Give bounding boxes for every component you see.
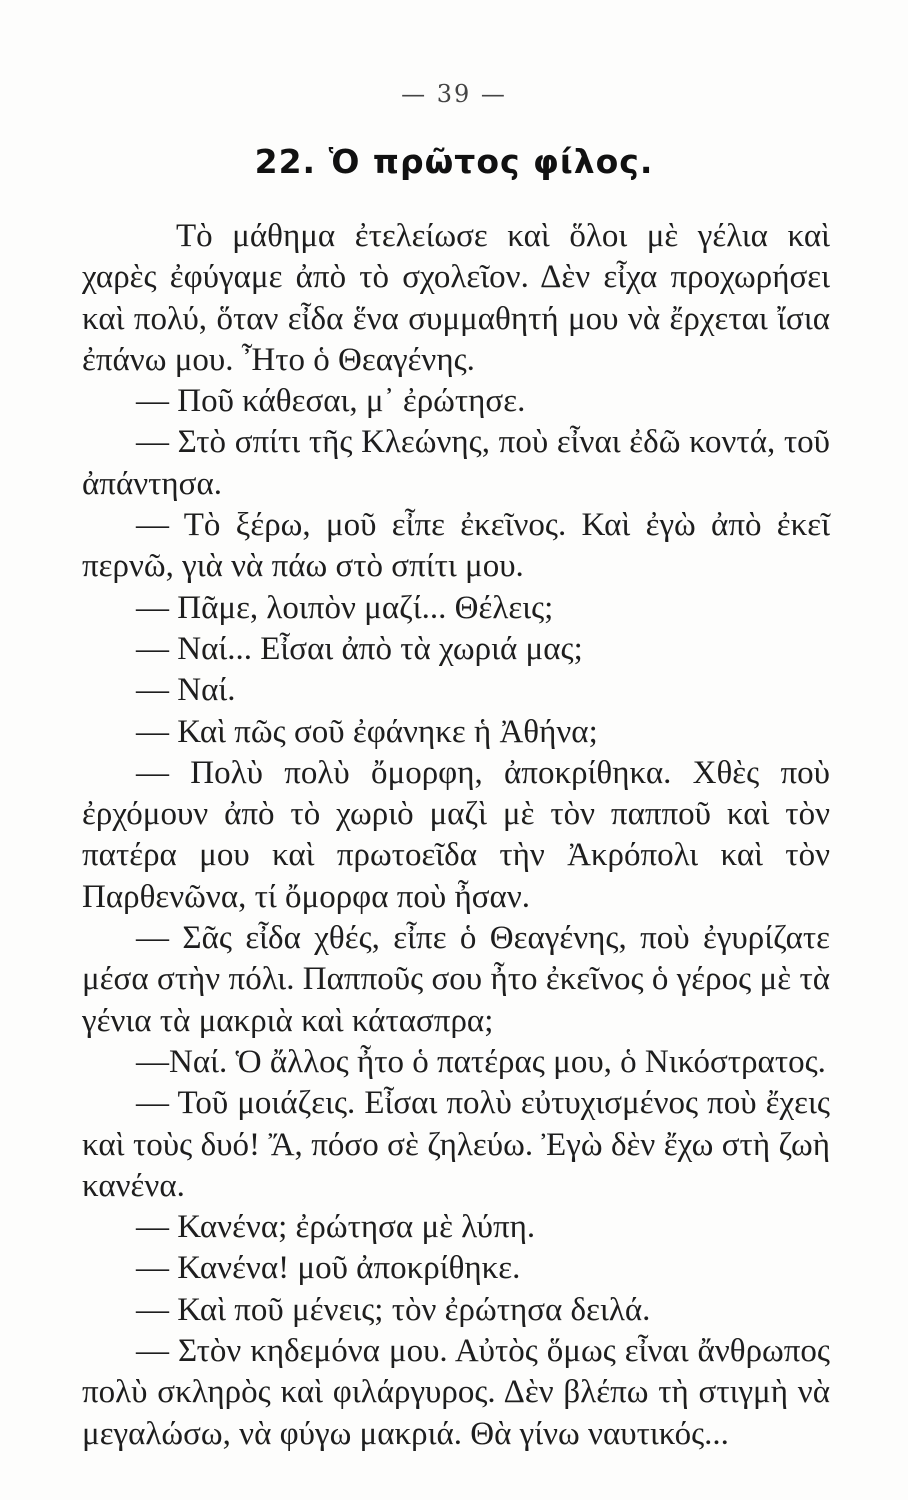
dialogue-line: — Ναί.: [136, 672, 236, 709]
dialogue-line: — Σᾶς εἶδα χθές, εἶπε ὁ Θεαγένης, ποὺ ἐγυρίζατε μέσα στὴν πόλι. Παπποῦς σου ἦτο ἐκεῖνος ὁ γέρος μὲ τὰ γένια τὰ μακριὰ καὶ κάτασπρα;: [82, 920, 830, 1039]
body-text: [82, 216, 830, 1455]
dialogue-line: — Ποῦ κάθεσαι, μ᾽ ἐρώτησε.: [136, 383, 526, 420]
dialogue-line: — Τοῦ μοιάζεις. Εἶσαι πολὺ εὐτυχισμένος ποὺ ἔχεις καὶ τοὺς δυό! Ἄ, πόσο σὲ ζηλεύω. Ἐγὼ δὲν ἔχω στὴ ζωὴ κανένα.: [82, 1085, 830, 1204]
chapter-heading: 22. Ὁ πρῶτος φίλος.: [254, 142, 654, 181]
dialogue-line: — Πᾶμε, λοιπὸν μαζί... Θέλεις;: [136, 589, 554, 626]
dialogue-line: — Κανένα! μοῦ ἀποκρίθηκε.: [136, 1250, 521, 1287]
dialogue-line: — Καὶ πῶς σοῦ ἐφάνηκε ἡ Ἀθήνα;: [136, 713, 598, 750]
dialogue-line: — Στὸν κηδεμόνα μου. Αὐτὸς ὅμως εἶναι ἄνθρωπος πολὺ σκληρὸς καὶ φιλάργυρος. Δὲν βλέπω τὴ στιγμὴ νὰ μεγαλώσω, νὰ φύγω μακριά. Θὰ γίνω ναυτικός...: [82, 1333, 830, 1452]
dialogue-line: — Κανένα; ἐρώτησα μὲ λύπη.: [136, 1209, 536, 1246]
dialogue-line: — Στὸ σπίτι τῆς Κλεώνης, ποὺ εἶναι ἐδῶ κοντά, τοῦ ἀπάντησα.: [82, 424, 830, 502]
dialogue-line: — Καὶ ποῦ μένεις; τὸν ἐρώτησα δειλά.: [136, 1291, 651, 1328]
dialogue-line: —Ναί. Ὁ ἄλλος ἦτο ὁ πατέρας μου, ὁ Νικόστρατος.: [136, 1043, 826, 1080]
page-number: — 39 —: [401, 80, 507, 108]
paragraph: Τὸ μάθημα ἐτελείωσε καὶ ὅλοι μὲ γέλια καὶ χαρὲς ἐφύγαμε ἀπὸ τὸ σχολεῖον. Δὲν εἶχα προχωρήσει καὶ πολύ, ὅταν εἶδα ἕνα συμμαθητή μου νὰ ἔρχεται ἴσια ἐπάνω μου. Ἦτο ὁ Θεαγένης.: [82, 218, 830, 378]
dialogue-line: — Ναί... Εἶσαι ἀπὸ τὰ χωριά μας;: [136, 630, 583, 667]
dialogue-line: — Τὸ ξέρω, μοῦ εἶπε ἐκεῖνος. Καὶ ἐγὼ ἀπὸ ἐκεῖ περνῶ, γιὰ νὰ πάω στὸ σπίτι μου.: [82, 507, 830, 585]
dialogue-line: — Πολὺ πολὺ ὄμορφη, ἀποκρίθηκα. Χθὲς ποὺ ἐρχόμουν ἀπὸ τὸ χωριὸ μαζὶ μὲ τὸν παπποῦ καὶ τὸν πατέρα μου καὶ πρωτοεῖδα τὴν Ἀκρόπολι καὶ τὸν Παρθενῶνα, τί ὄμορφα ποὺ ἦσαν.: [82, 754, 830, 915]
